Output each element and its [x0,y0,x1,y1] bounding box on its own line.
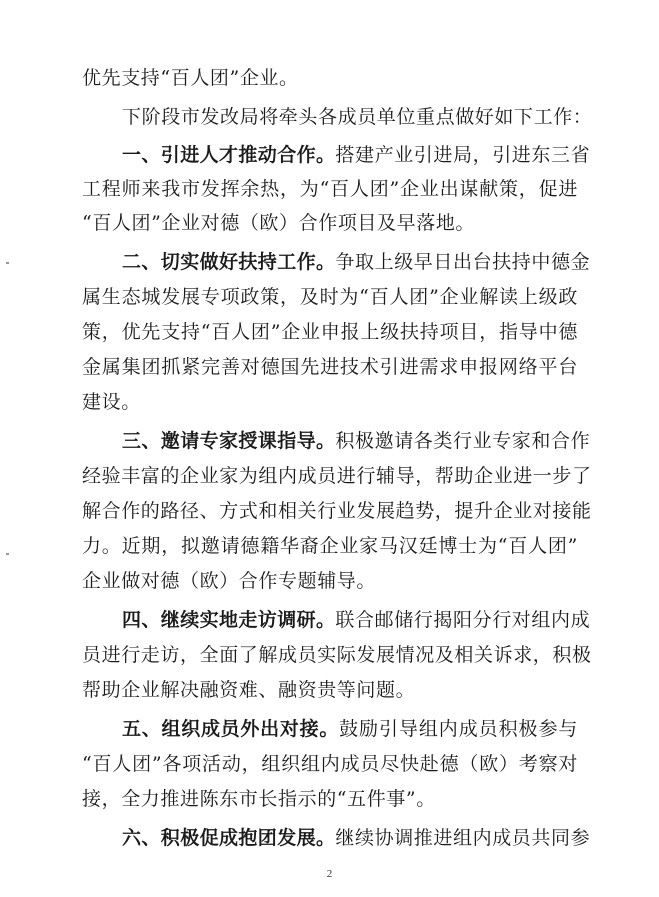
text-line: 属生态城发展专项政策，及时为“百人团”企业解读上级政 [82,286,578,308]
text-line: 接，全力推进陈东市长指示的“五件事”。 [82,788,436,810]
text-line: 策，优先支持“百人团”企业申报上级扶持项目，指导中德 [82,321,578,343]
section-6-heading: 六、积极促成抱团发展。 [122,827,336,849]
text-line: 力。近期，拟邀请德籍华裔企业家马汉廷博士为“百人团” [82,535,578,557]
section-5-first-line: 五、组织成员外出对接。鼓励引导组内成员积极参与 [122,718,579,740]
binding-mark [6,262,9,264]
section-5-heading: 五、组织成员外出对接。 [122,718,340,740]
section-2-heading: 二、切实做好扶持工作。 [122,251,336,273]
section-3-heading: 三、邀请专家授课指导。 [122,430,336,452]
text-line: 建设。 [82,391,141,413]
binding-mark [6,553,9,555]
text-line: 下阶段市发改局将牵头各成员单位重点做好如下工作： [122,106,593,128]
text-line: 优先支持“百人团”企业。 [82,67,299,89]
text-line: 员进行走访，全面了解成员实际发展情况及相关诉求，积极 [82,644,592,666]
text-line: 帮助企业解决融资难、融资贵等问题。 [82,679,416,701]
text-line: 企业做对德（欧）合作专题辅导。 [82,570,377,592]
section-6-first-line: 六、积极促成抱团发展。继续协调推进组内成员共同参 [122,827,591,849]
section-2-first-line: 二、切实做好扶持工作。争取上级早日出台扶持中德金 [122,251,591,273]
text-line: 经验丰富的企业家为组内成员进行辅导，帮助企业进一步了 [82,465,592,487]
text-line: 工程师来我市发挥余热，为“百人团”企业出谋献策，促进 [82,178,578,200]
text-line: 金属集团抓紧完善对德国先进技术引进需求申报网络平台 [82,356,578,378]
text-line: “百人团”各项活动，组织组内成员尽快赴德（欧）考察对 [82,753,578,775]
text-line: “百人团”企业对德（欧）合作项目及早落地。 [82,212,476,234]
page-number: 2 [326,868,333,880]
section-1-first-line: 一、引进人才推动合作。搭建产业引进局，引进东三省 [122,144,591,166]
section-4-first-line: 四、继续实地走访调研。联合邮储行揭阳分行对组内成 [122,609,591,631]
section-4-heading: 四、继续实地走访调研。 [122,609,336,631]
section-1-heading: 一、引进人才推动合作。 [122,144,336,166]
text-line: 解合作的路径、方式和相关行业发展趋势，提升企业对接能 [82,500,592,522]
section-3-first-line: 三、邀请专家授课指导。积极邀请各类行业专家和合作 [122,430,591,452]
